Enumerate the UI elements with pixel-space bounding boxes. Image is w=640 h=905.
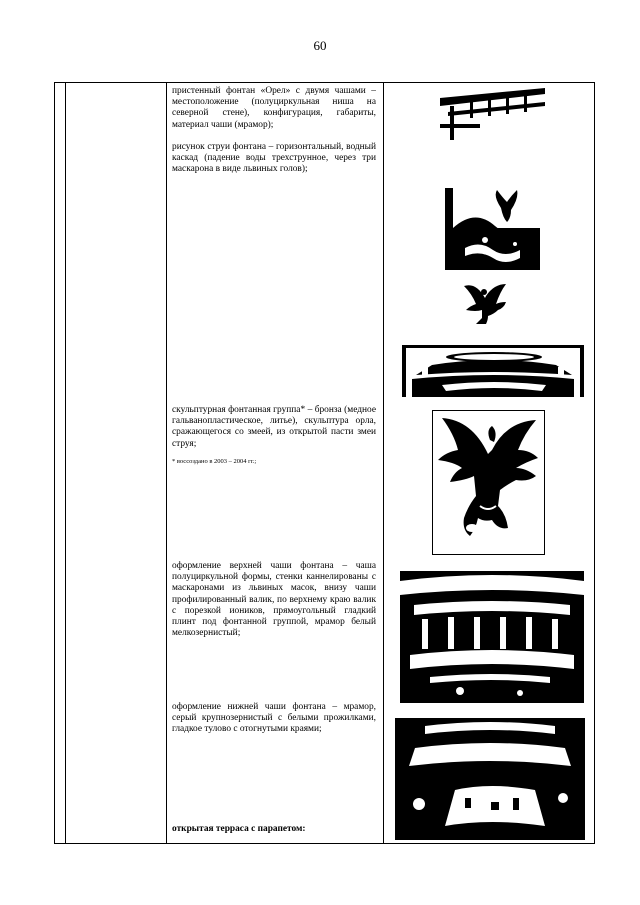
photo-eagle-fighting-serpent	[432, 410, 545, 555]
photo-eagle-sculpture-small	[462, 280, 508, 326]
paragraph: рисунок струи фонтана – горизонтальный, водный каскад (падение воды трехструнное, через три маскарона в виде львиных голов);	[172, 141, 376, 175]
column-divider	[383, 83, 384, 843]
photo-fountain-bowl	[402, 345, 584, 397]
paragraph: оформление верхней чаши фонтана – чаша полуциркульной формы, стенки каннелированы с маскаронами из львиных масок, внизу чаши профилированный валик, по верхнему краю валик с порезкой иоников, прямоугольный гладкий плинт под фонтанной группой, мрамор белый мелкозернистый;	[172, 561, 376, 639]
entry-terrace	[172, 824, 376, 835]
paragraph: скульптурная фонтанная группа* – бронза (медное гальванопластическое, литье), скульптура орла, сражающегося со змеей, из открытой пасти змеи струя;	[172, 405, 376, 449]
entry-upper-bowl	[172, 561, 376, 639]
column-divider	[166, 83, 167, 843]
entry-fountain-description	[172, 86, 376, 175]
photo-lower-bowl-detail	[395, 718, 585, 840]
paragraph: открытая терраса с парапетом:	[172, 824, 306, 834]
photo-eagle-in-niche	[445, 188, 540, 270]
photo-upper-bowl-detail	[400, 571, 584, 703]
entry-sculpture-group	[172, 405, 376, 467]
paragraph: пристенный фонтан «Орел» с двумя чашами – местоположение (полуциркульная ниша на северной стене), конфигурация, габариты, материал чаши (мрамор);	[172, 86, 376, 130]
photo-fountain-top	[440, 84, 545, 140]
page-number: 60	[313, 38, 327, 53]
entry-lower-bowl	[172, 702, 376, 736]
footnote: * воссоздано в 2003 – 2004 гг.;	[172, 457, 257, 465]
paragraph: оформление нижней чаши фонтана – мрамор, серый крупнозернистый с белыми прожилками, гладкое тулово с отогнутыми краями;	[172, 702, 376, 735]
column-divider	[65, 83, 66, 843]
